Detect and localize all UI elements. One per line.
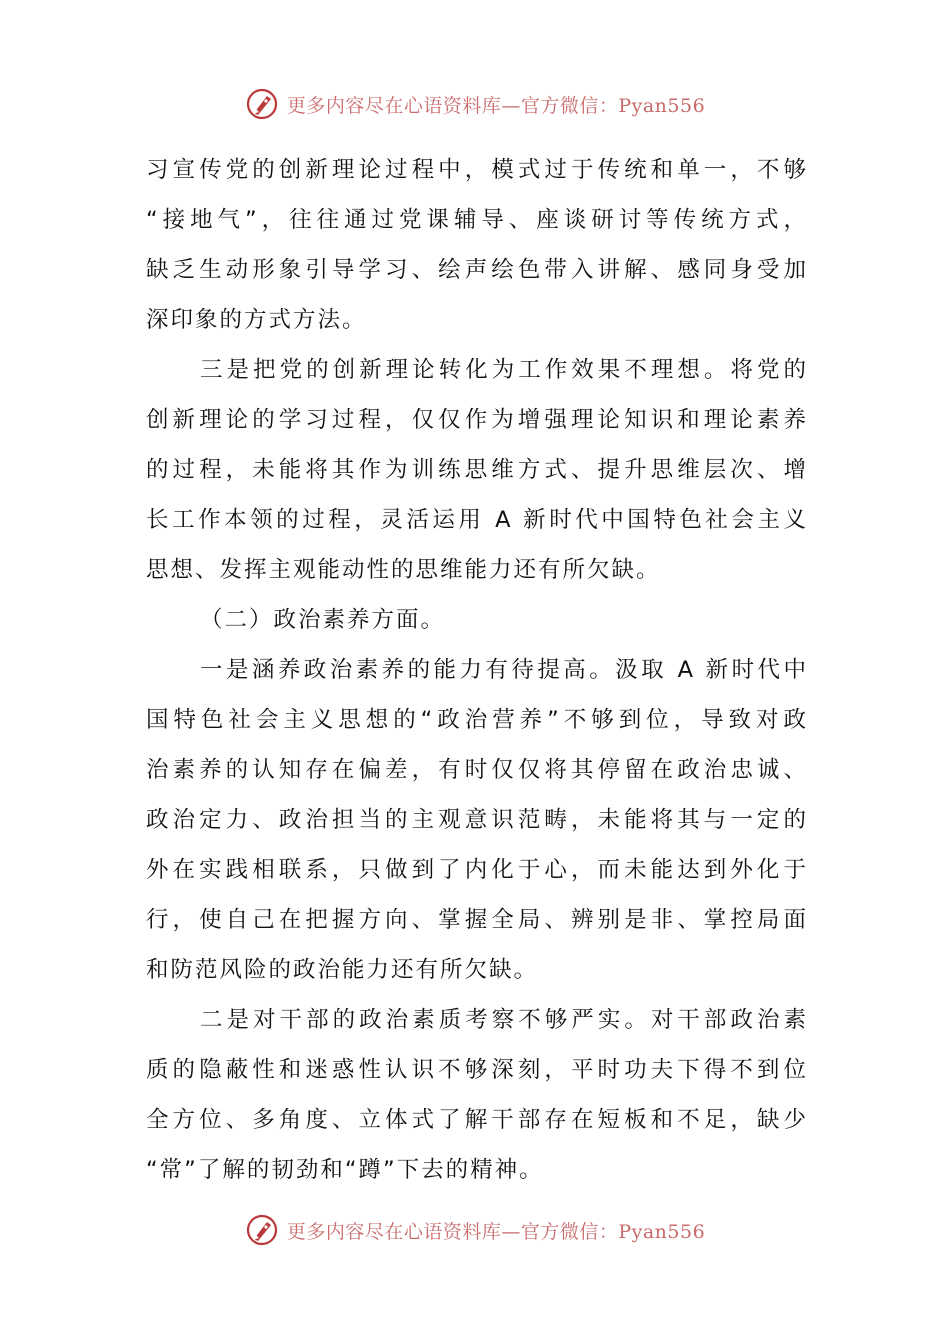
text-line: 和防范风险的政治能力还有所欠缺。 xyxy=(146,957,539,983)
text-line: 深印象的方式方法。 xyxy=(146,307,367,333)
text-line: （二）政治素养方面。 xyxy=(200,607,446,633)
text-line: 缺乏生动形象引导学习、绘声绘色带入讲解、感同身受加 xyxy=(146,257,808,283)
text-line: “接地气”，往往通过党课辅导、座谈研讨等传统方式， xyxy=(146,207,808,233)
footer-text: 更多内容尽在心语资料库—官方微信：Pyan556 xyxy=(286,1220,706,1243)
text-line: 长工作本领的过程，灵活运用 A 新时代中国特色社会主义 xyxy=(146,507,808,533)
text-line: 创新理论的学习过程，仅仅作为增强理论知识和理论素养 xyxy=(146,407,808,433)
text-line: 国特色社会主义思想的“政治营养”不够到位，导致对政 xyxy=(146,707,808,733)
pen-nib-icon xyxy=(245,87,279,121)
text-line: “常”了解的韧劲和“蹲”下去的精神。 xyxy=(146,1157,544,1183)
document-body xyxy=(146,145,808,1195)
text-line: 外在实践相联系，只做到了内化于心，而未能达到外化于 xyxy=(146,857,808,883)
footer-watermark xyxy=(0,1210,950,1250)
text-line: 习宣传党的创新理论过程中，模式过于传统和单一，不够 xyxy=(146,157,808,183)
text-line: 治素养的认知存在偏差，有时仅仅将其停留在政治忠诚、 xyxy=(146,757,808,783)
text-line: 行，使自己在把握方向、掌握全局、辨别是非、掌控局面 xyxy=(146,907,808,933)
text-line: 三是把党的创新理论转化为工作效果不理想。将党的 xyxy=(200,357,808,383)
text-line: 全方位、多角度、立体式了解干部存在短板和不足，缺少 xyxy=(146,1107,808,1133)
text-line: 政治定力、政治担当的主观意识范畴，未能将其与一定的 xyxy=(146,807,808,833)
pen-nib-icon xyxy=(245,1213,279,1247)
text-line: 的过程，未能将其作为训练思维方式、提升思维层次、增 xyxy=(146,457,808,483)
text-line: 质的隐蔽性和迷惑性认识不够深刻，平时功夫下得不到位 xyxy=(146,1057,808,1083)
text-line: 二是对干部的政治素质考察不够严实。对干部政治素 xyxy=(200,1007,808,1033)
header-text: 更多内容尽在心语资料库—官方微信：Pyan556 xyxy=(286,94,706,117)
header-watermark xyxy=(0,84,950,124)
text-line: 一是涵养政治素养的能力有待提高。汲取 A 新时代中 xyxy=(200,657,808,683)
text-line: 思想、发挥主观能动性的思维能力还有所欠缺。 xyxy=(146,557,661,583)
